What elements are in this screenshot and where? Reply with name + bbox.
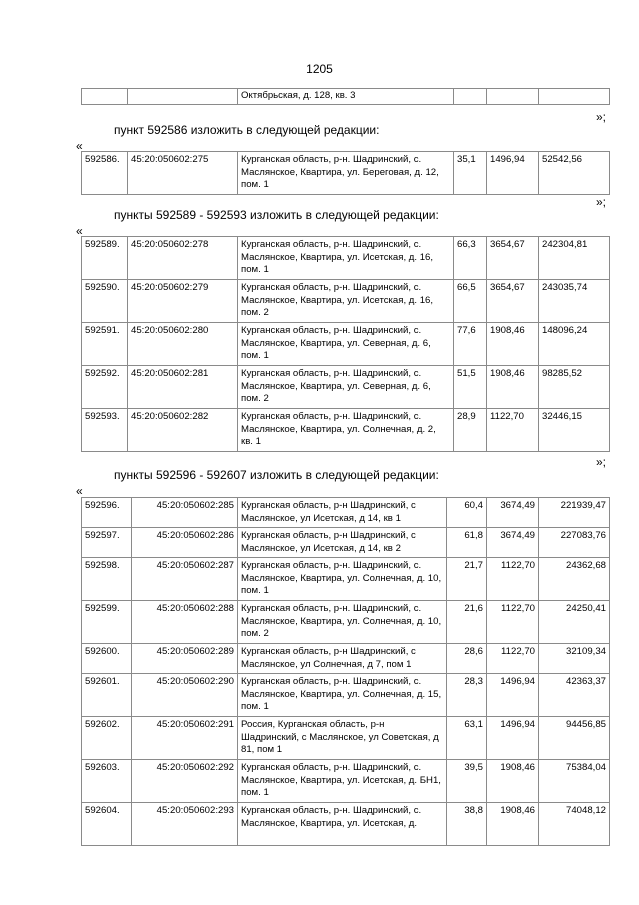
- address-cell: Курганская область, р-н Шадринский, с Маслянское, ул Исетская, д 14, кв 2: [238, 528, 447, 558]
- table-row: [82, 323, 610, 366]
- cadastre-cell: 45:20:050602:278: [128, 237, 238, 280]
- address-cell: Курганская область, р-н Шадринский, с Маслянское, ул Солнечная, д 7, пом 1: [238, 644, 447, 674]
- price-cell: [487, 89, 539, 105]
- table-row: [82, 644, 610, 674]
- closing-quote: »;: [596, 110, 607, 124]
- value-cell: 52542,56: [539, 152, 610, 195]
- value-cell: 32446,15: [539, 409, 610, 452]
- address-cell: Курганская область, р-н. Шадринский, с. Маслянское, Квартира, ул. Исетская, д. 16, пом. 1: [238, 237, 454, 280]
- value-cell: [539, 89, 610, 105]
- value-cell: 243035,74: [539, 280, 610, 323]
- section2-table: [81, 236, 610, 452]
- value-cell: 75384,04: [539, 760, 610, 803]
- address-cell: Курганская область, р-н. Шадринский, с. Маслянское, Квартира, ул. Исетская, д. 16, пом. 2: [238, 280, 454, 323]
- table-row: [82, 558, 610, 601]
- table-row: [82, 674, 610, 717]
- cadastre-cell: 45:20:050602:282: [128, 409, 238, 452]
- number-cell: 592597.: [82, 528, 132, 558]
- table-row: [82, 601, 610, 644]
- table-row: [82, 498, 610, 528]
- address-cell: Курганская область, р-н. Шадринский, с. Маслянское, Квартира, ул. Северная, д. 6, пом. 2: [238, 366, 454, 409]
- price-cell: 1122,70: [487, 644, 539, 674]
- cadastre-cell: [128, 89, 238, 105]
- number-cell: 592589.: [82, 237, 128, 280]
- cadastre-cell: 45:20:050602:286: [132, 528, 238, 558]
- number-cell: 592586.: [82, 152, 128, 195]
- area-cell: 63,1: [447, 717, 487, 760]
- cadastre-cell: 45:20:050602:290: [132, 674, 238, 717]
- value-cell: 227083,76: [539, 528, 610, 558]
- price-cell: 1122,70: [487, 409, 539, 452]
- area-cell: 28,9: [454, 409, 487, 452]
- price-cell: 1908,46: [487, 760, 539, 803]
- number-cell: [82, 89, 128, 105]
- value-cell: 74048,12: [539, 803, 610, 846]
- price-cell: 1908,46: [487, 803, 539, 846]
- table-row: [82, 717, 610, 760]
- number-cell: 592590.: [82, 280, 128, 323]
- cadastre-cell: 45:20:050602:279: [128, 280, 238, 323]
- value-cell: 24362,68: [539, 558, 610, 601]
- table-row: [82, 280, 610, 323]
- value-cell: 94456,85: [539, 717, 610, 760]
- section3-table: [81, 497, 610, 846]
- number-cell: 592604.: [82, 803, 132, 846]
- area-cell: 21,6: [447, 601, 487, 644]
- price-cell: 3674,49: [487, 498, 539, 528]
- number-cell: 592592.: [82, 366, 128, 409]
- area-cell: 61,8: [447, 528, 487, 558]
- price-cell: 1496,94: [487, 674, 539, 717]
- area-cell: 28,3: [447, 674, 487, 717]
- value-cell: 148096,24: [539, 323, 610, 366]
- number-cell: 592602.: [82, 717, 132, 760]
- page-number: 1205: [306, 62, 333, 76]
- cadastre-cell: 45:20:050602:280: [128, 323, 238, 366]
- address-cell: Курганская область, р-н. Шадринский, с. Маслянское, Квартира, ул. Солнечная, д. 10, пом. 2: [238, 601, 447, 644]
- value-cell: 221939,47: [539, 498, 610, 528]
- table-row: [82, 409, 610, 452]
- number-cell: 592603.: [82, 760, 132, 803]
- value-cell: 242304,81: [539, 237, 610, 280]
- address-cell: Россия, Курганская область, р-н Шадринский, с Маслянское, ул Советская, д 81, пом 1: [238, 717, 447, 760]
- area-cell: 66,5: [454, 280, 487, 323]
- table-row: [82, 366, 610, 409]
- cadastre-cell: 45:20:050602:293: [132, 803, 238, 846]
- number-cell: 592591.: [82, 323, 128, 366]
- address-cell: Курганская область, р-н. Шадринский, с. Маслянское, Квартира, ул. Береговая, д. 12, пом. 1: [238, 152, 454, 195]
- price-cell: 1496,94: [487, 152, 539, 195]
- price-cell: 1908,46: [487, 366, 539, 409]
- area-cell: 51,5: [454, 366, 487, 409]
- address-cell: Курганская область, р-н. Шадринский, с. Маслянское, Квартира, ул. Солнечная, д. 10, пом. 1: [238, 558, 447, 601]
- cadastre-cell: 45:20:050602:287: [132, 558, 238, 601]
- cadastre-cell: 45:20:050602:292: [132, 760, 238, 803]
- price-cell: 1122,70: [487, 558, 539, 601]
- cadastre-cell: 45:20:050602:289: [132, 644, 238, 674]
- closing-quote: »;: [596, 455, 607, 469]
- opening-quote: «: [76, 224, 83, 238]
- area-cell: 38,8: [447, 803, 487, 846]
- section-heading: пункты 592596 - 592607 изложить в следующей редакции:: [114, 468, 439, 482]
- price-cell: 1908,46: [487, 323, 539, 366]
- section-heading: пункт 592586 изложить в следующей редакции:: [114, 123, 380, 137]
- address-cell: Курганская область, р-н. Шадринский, с. Маслянское, Квартира, ул. Исетская, д. БН1, пом. 1: [238, 760, 447, 803]
- section1-table: [81, 151, 610, 195]
- value-cell: 42363,37: [539, 674, 610, 717]
- cadastre-cell: 45:20:050602:291: [132, 717, 238, 760]
- cadastre-cell: 45:20:050602:285: [132, 498, 238, 528]
- price-cell: 3674,49: [487, 528, 539, 558]
- value-cell: 32109,34: [539, 644, 610, 674]
- area-cell: [454, 89, 487, 105]
- address-cell: Курганская область, р-н. Шадринский, с. Маслянское, Квартира, ул. Солнечная, д. 2, кв. 1: [238, 409, 454, 452]
- table-row: [82, 152, 610, 195]
- number-cell: 592601.: [82, 674, 132, 717]
- area-cell: 66,3: [454, 237, 487, 280]
- number-cell: 592598.: [82, 558, 132, 601]
- area-cell: 77,6: [454, 323, 487, 366]
- table-row: [82, 237, 610, 280]
- price-cell: 3654,67: [487, 280, 539, 323]
- price-cell: 1496,94: [487, 717, 539, 760]
- table-row: [82, 89, 610, 105]
- area-cell: 60,4: [447, 498, 487, 528]
- top-table-fragment: [81, 88, 610, 105]
- section-heading: пункты 592589 - 592593 изложить в следующей редакции:: [114, 208, 439, 222]
- area-cell: 35,1: [454, 152, 487, 195]
- number-cell: 592593.: [82, 409, 128, 452]
- opening-quote: «: [76, 484, 83, 498]
- address-cell: Октябрьская, д. 128, кв. 3: [238, 89, 454, 105]
- address-cell: Курганская область, р-н Шадринский, с Маслянское, ул Исетская, д 14, кв 1: [238, 498, 447, 528]
- cadastre-cell: 45:20:050602:288: [132, 601, 238, 644]
- area-cell: 28,6: [447, 644, 487, 674]
- address-cell: Курганская область, р-н. Шадринский, с. Маслянское, Квартира, ул. Северная, д. 6, пом. 1: [238, 323, 454, 366]
- number-cell: 592600.: [82, 644, 132, 674]
- address-cell: Курганская область, р-н. Шадринский, с. Маслянское, Квартира, ул. Солнечная, д. 15, пом. 1: [238, 674, 447, 717]
- table-row: [82, 803, 610, 846]
- number-cell: 592596.: [82, 498, 132, 528]
- table-row: [82, 528, 610, 558]
- price-cell: 1122,70: [487, 601, 539, 644]
- price-cell: 3654,67: [487, 237, 539, 280]
- table-row: [82, 760, 610, 803]
- opening-quote: «: [76, 139, 83, 153]
- value-cell: 98285,52: [539, 366, 610, 409]
- cadastre-cell: 45:20:050602:275: [128, 152, 238, 195]
- address-cell: Курганская область, р-н. Шадринский, с. Маслянское, Квартира, ул. Исетская, д.: [238, 803, 447, 846]
- area-cell: 39,5: [447, 760, 487, 803]
- closing-quote: »;: [596, 195, 607, 209]
- area-cell: 21,7: [447, 558, 487, 601]
- cadastre-cell: 45:20:050602:281: [128, 366, 238, 409]
- value-cell: 24250,41: [539, 601, 610, 644]
- number-cell: 592599.: [82, 601, 132, 644]
